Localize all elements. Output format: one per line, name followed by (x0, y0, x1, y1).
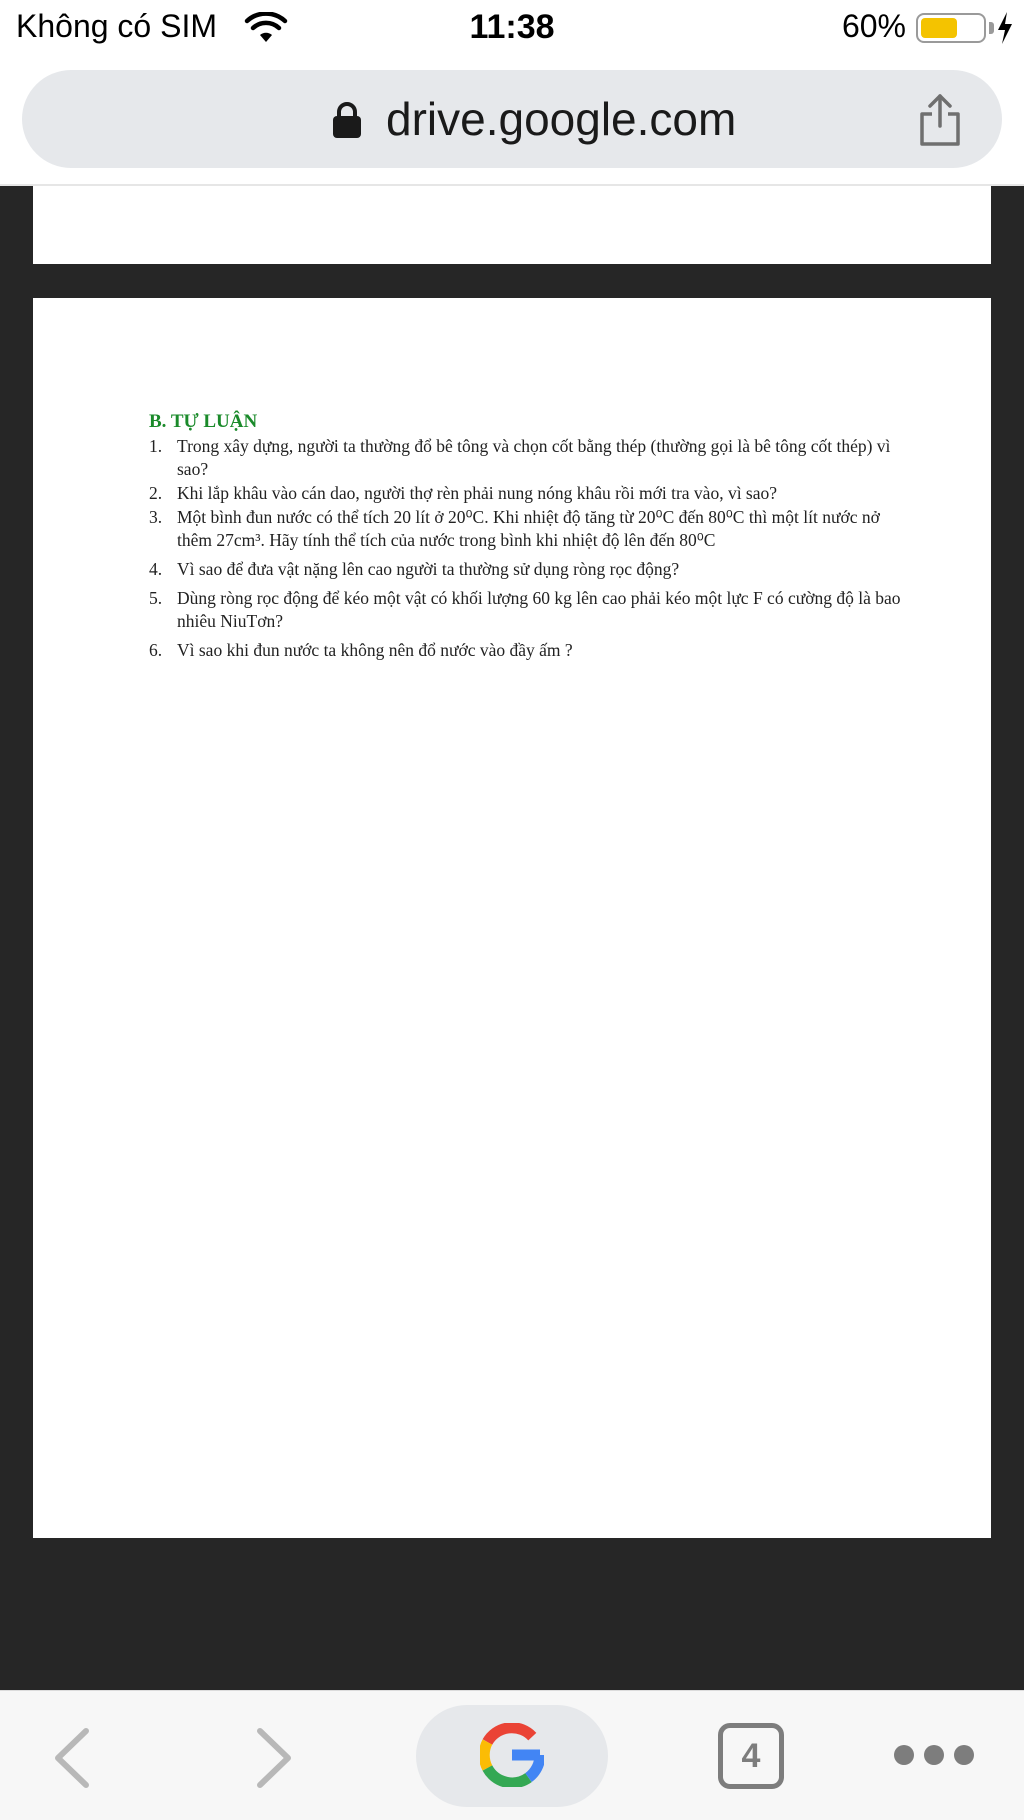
question-number: 1. (149, 436, 163, 456)
document-content (149, 410, 919, 662)
url-text: drive.google.com (386, 93, 737, 145)
question-number: 3. (149, 507, 163, 527)
question-number: 4. (149, 559, 163, 579)
more-dot (954, 1745, 974, 1765)
previous-page (33, 186, 991, 264)
question-number: 2. (149, 483, 163, 503)
question-item (149, 482, 919, 505)
more-dot (894, 1745, 914, 1765)
battery-level (921, 18, 957, 38)
bottom-toolbar (0, 1690, 1024, 1820)
charging-bolt-icon (996, 12, 1014, 44)
tab-switcher-button[interactable]: 4 (718, 1723, 784, 1789)
battery-icon (916, 13, 986, 43)
question-number: 5. (149, 588, 163, 608)
document-page (33, 298, 991, 1538)
back-arrow-icon[interactable] (50, 1725, 94, 1791)
more-dot (924, 1745, 944, 1765)
question-item (149, 435, 919, 481)
question-item (149, 506, 919, 552)
carrier-label: Không có SIM (16, 8, 217, 44)
question-item (149, 639, 919, 662)
question-text: Dùng ròng rọc động để kéo một vật có khối lượng 60 kg lên cao phải kéo một lực F có cường độ là bao nhiêu NiuTơn? (177, 588, 901, 631)
battery-percent: 60% (841, 8, 906, 44)
browser-address-area (0, 58, 1024, 186)
question-number: 6. (149, 640, 163, 660)
share-icon[interactable] (916, 92, 964, 148)
battery-tip (989, 22, 994, 34)
google-logo-icon (480, 1723, 544, 1787)
status-bar (0, 0, 1024, 58)
clock: 11:38 (469, 8, 555, 46)
question-text: Khi lắp khâu vào cán dao, người thợ rèn phải nung nóng khâu rồi mới tra vào, vì sao? (177, 483, 778, 503)
question-text: Vì sao khi đun nước ta không nên đổ nước vào đầy ấm ? (177, 640, 573, 660)
lock-icon (332, 101, 362, 139)
question-item (149, 587, 919, 633)
forward-arrow-icon[interactable] (252, 1725, 296, 1791)
question-item (149, 558, 919, 581)
more-options-icon[interactable] (894, 1735, 974, 1775)
question-text: Một bình đun nước có thể tích 20 lít ở 20⁰C. Khi nhiệt độ tăng từ 20⁰C đến 80⁰C thì một lít nước nở thêm 27cm³. Hãy tính thể tích của nước trong bình khi nhiệt độ lên đến 80⁰C (177, 507, 880, 550)
question-text: Trong xây dựng, người ta thường đổ bê tông và chọn cốt bằng thép (thường gọi là bê tông cốt thép) vì sao? (177, 436, 891, 479)
question-text: Vì sao để đưa vật nặng lên cao người ta thường sử dụng ròng rọc động? (177, 559, 680, 579)
google-search-button[interactable] (416, 1705, 608, 1807)
address-bar[interactable] (22, 70, 1002, 168)
pdf-viewer[interactable] (0, 186, 1024, 1690)
section-heading: B. TỰ LUẬN (149, 411, 258, 432)
